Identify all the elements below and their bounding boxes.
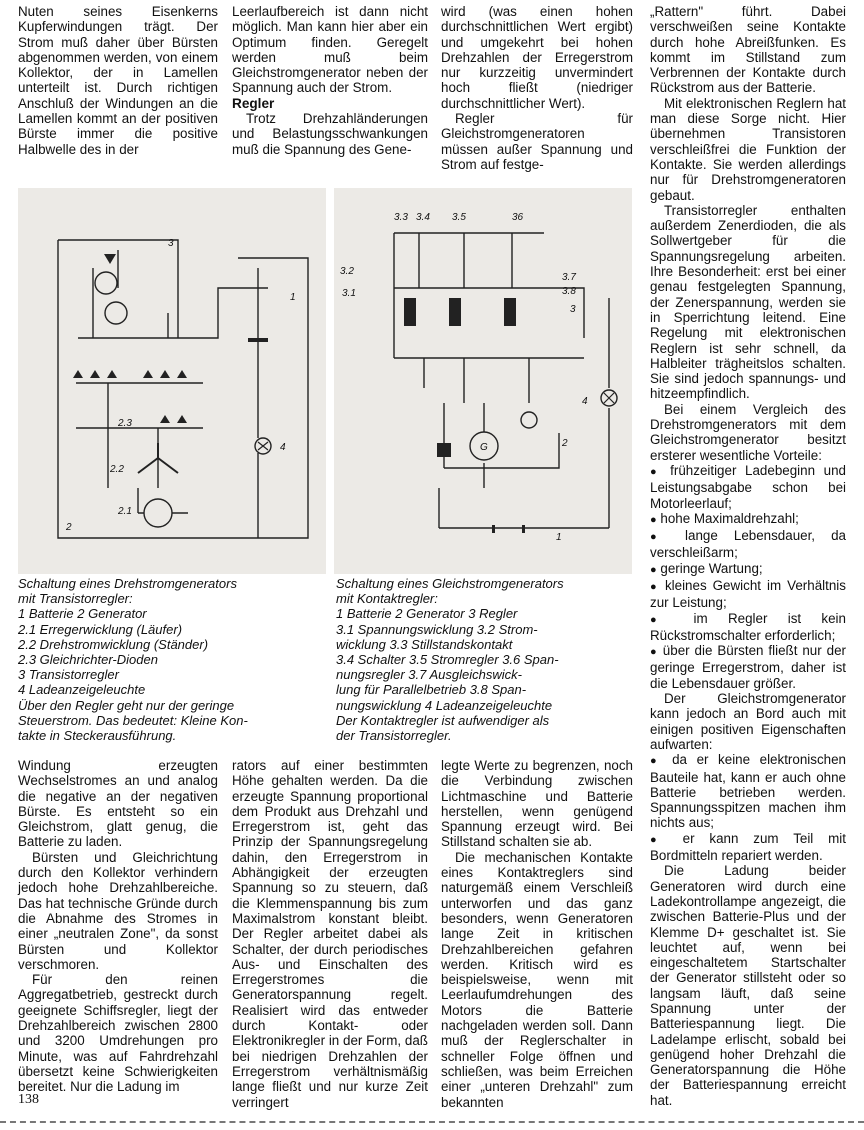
caption-dc-generator — [336, 576, 634, 743]
list-item: ● geringe Wartung; — [650, 560, 763, 576]
caption-line: 3.4 Schalter 3.5 Stromregler 3.6 Span- — [336, 652, 559, 668]
figure-label: 3.1 — [342, 288, 356, 299]
paragraph: Der Gleichstromgenerator kann jedoch an Bord auch mit einigen positiven Eigenschaften aufwarten: — [650, 691, 846, 752]
paragraph: Nuten seines Eisenkerns Kupferwindungen trägt. Der Strom muß daher über Bürsten abgenommen werden, von einem Kollektor, der in Lamellen unterteilt ist. Durch richtigen Anschluß der Windungen an die Lamellen kommt an der positiven Bürste immer die positive Halbwelle des in der — [18, 4, 218, 157]
bullet-icon: ● — [650, 465, 662, 478]
paragraph: rators auf einer bestimmten Höhe gehalten werden. Da die erzeugte Spannung proportional dem Produkt aus Drehzahl und Erregerstrom ist, geht das Prinzip der Spannungsregelung dahin, den Erregerstrom in Abhängigkeit der erzeugten Spannung so zu steuern, daß die Klemmenspannung bis zum Maximalstrom konstant bleibt. Der Regler arbeitet dabei als Schalter, der durch periodisches Aus- und Einschalten des Erregerstromes die Generatorspannung regelt. Realisiert wird das entweder durch Kontakt- oder Elektronikregler in der Form, daß bei niedrigen Drehzahlen der Erregerstrom verhältnismäßig lange fließt und nur kurze Zeit verringert — [232, 758, 428, 1110]
caption-line: mit Kontaktregler: — [336, 591, 438, 607]
figure-label: G — [480, 442, 488, 453]
caption-line: wicklung 3.3 Stillstandskontakt — [336, 636, 513, 652]
list-item: ● frühzeitiger Ladebeginn und Leistungsabgabe schon bei Motorleerlauf; — [650, 462, 846, 511]
paragraph: Bürsten und Gleichrichtung durch den Kollektor verhindern jedoch hohe Drehzahlbereiche. Das hat technische Gründe durch die Abnahme des Stromes in einer „neutralen Zone", da sonst Bürsten und Kollektor verschmoren. — [18, 849, 218, 972]
bottom-column-3 — [441, 758, 633, 1110]
caption-line: lung für Parallelbetrieb 3.8 Span- — [336, 682, 527, 698]
figure-label: 1 — [556, 532, 562, 543]
paragraph: Die mechanischen Kontakte eines Kontaktreglers sind naturgemäß einem Verschleiß unterworfen und das ganz besonders, wenn Generatoren lange Zeit in kritischen Drehzahlbereichen gefahren werden. Kritisch wird es beispielsweise, wenn mit Leerlaufumdrehungen des Motors die Batterie nachgeladen werden soll. Dann muß der Reglerschalter in schneller Folge öffnen und schließen, was beim Erreichen einer „unteren Drehzahl" zum bekannten — [441, 849, 633, 1110]
figure-label: 3.5 — [452, 212, 466, 223]
bullet-icon: ● — [650, 580, 659, 593]
figure-label: 1 — [290, 292, 296, 303]
figure-label: 3.2 — [340, 266, 354, 277]
figure-alternator-circuit — [18, 188, 326, 574]
figure-label: 4 — [280, 442, 286, 453]
paragraph: Bei einem Vergleich des Drehstromgenerators mit dem Gleichstromgenerator besitzt ersterer wesentliche Vorteile: — [650, 401, 846, 463]
advantages-list — [650, 463, 846, 691]
list-item: ● da er keine elektronischen Bauteile hat, kann er auch ohne Batterie betrieben werden. Spannungsspitzen machen ihm nichts aus; — [650, 752, 846, 831]
list-item: ● im Regler ist kein Rückstromschalter erforderlich; — [650, 610, 846, 643]
bullet-icon: ● — [650, 613, 674, 626]
caption-line: 2.3 Gleichrichter-Dioden — [18, 652, 158, 668]
caption-line: 1 Batterie 2 Generator — [18, 606, 147, 622]
list-item: ● lange Lebensdauer, da verschleißarm; — [650, 528, 846, 561]
paragraph: „Rattern" führt. Dabei verschweißen seine Kontakte durch hohe Abreißfunken. Es kommt im Stillstand zum Verbrennen der Kontakte durch Rückstrom aus der Batterie. — [650, 4, 846, 96]
bottom-column-1 — [18, 758, 218, 1095]
figure-label: 2 — [562, 438, 568, 449]
caption-line: Über den Regler geht nur der geringe — [18, 697, 235, 713]
alternator-schematic — [18, 188, 326, 574]
bullet-icon: ● — [650, 833, 668, 846]
top-column-3 — [441, 4, 633, 172]
figure-label: 36 — [512, 212, 524, 223]
caption-line: 4 Ladeanzeigeleuchte — [18, 682, 146, 698]
figure-label: 4 — [582, 396, 588, 407]
caption-line: 3 Transistorregler — [18, 667, 119, 683]
top-column-1 — [18, 4, 218, 157]
paragraph: Die Ladung beider Generatoren wird durch eine Ladekontrollampe angezeigt, die zwischen Batterie-Plus und der Klemme D+ geschaltet ist. Sie leuchtet auf, wenn bei eingeschaltetem Startschalter der Generator stillsteht oder so langsam läuft, daß seine Spannung unter der Batteriespannung liegt. Die Ladelampe erlischt, sobald bei genügend hoher Drehzahl die Generatorspannung die Höhe der Batteriespannung erreicht hat. — [650, 863, 846, 1108]
caption-line: der Transistorregler. — [336, 728, 452, 744]
page-bottom-rule — [0, 1121, 864, 1123]
bullet-icon: ● — [650, 531, 669, 544]
positives-list — [650, 752, 846, 863]
figure-label: 2.2 — [110, 464, 124, 475]
figure-label: 3.7 — [562, 272, 576, 283]
list-item: ● kleines Gewicht im Verhältnis zur Leistung; — [650, 577, 846, 611]
figure-label: 3 — [570, 304, 576, 315]
figure-label: 2 — [66, 522, 72, 533]
list-item: ● über die Bürsten fließt nur der geringe Erregerstrom, daher ist die Lebensdauer größer. — [650, 643, 846, 691]
top-column-2 — [232, 4, 428, 157]
bullet-icon: ● — [650, 755, 663, 768]
paragraph: Windung erzeugten Wechselstromes an und analog die negative an der negativen Bürste. Es entsteht so ein Gleichstrom, glatt genug, die Batterie zu laden. — [18, 758, 218, 850]
caption-line: mit Transistorregler: — [18, 591, 133, 607]
paragraph: Regler für Gleichstromgeneratoren müssen außer Spannung und Strom auf festge- — [441, 111, 633, 172]
figure-label: 2.3 — [118, 418, 132, 429]
figure-label: 3 — [168, 238, 174, 249]
caption-line: Steuerstrom. Das bedeutet: Kleine Kon- — [18, 712, 248, 728]
bullet-icon: ● — [650, 563, 657, 576]
caption-line: nungsregler 3.7 Ausgleichswick- — [336, 667, 522, 683]
caption-line: 2.2 Drehstromwicklung (Ständer) — [18, 636, 209, 652]
figure-dc-generator-circuit — [334, 188, 632, 574]
figure-label: 3.3 — [394, 212, 408, 223]
section-heading: Regler — [232, 95, 275, 111]
figure-label: 2.1 — [118, 506, 132, 517]
paragraph: Transistorregler enthalten außerdem Zenerdioden, die als Sollwertgeber für die Spannungsregelung arbeiten. Ihre Besonderheit: erst bei einer genau festgelegten Spannung, der Zenerspannung, werden sie in Sperrichtung leitend. Eine Regelung mit elektronischen Reglern ist sehr schnell, da Halbleiter trägheitslos schalten. Sie sind jedoch spannungs- und hitzeempfindlich. — [650, 202, 846, 402]
right-column — [650, 4, 846, 1108]
caption-alternator — [18, 576, 326, 743]
paragraph: wird (was einen hohen durchschnittlichen Wert ergibt) und umgekehrt bei hohen Drehzahlen der Erregerstrom nur kurzzeitig unvermindert hoch fließt (niedriger durchschnittlicher Wert). — [441, 4, 633, 111]
page-number: 138 — [18, 1092, 39, 1107]
list-item: ● er kann zum Teil mit Bordmitteln repariert werden. — [650, 830, 846, 864]
figure-label: 3.8 — [562, 286, 576, 297]
dc-generator-schematic — [334, 188, 632, 574]
figure-label: 3.4 — [416, 212, 430, 223]
bullet-icon: ● — [650, 513, 657, 526]
caption-line: 3.1 Spannungswicklung 3.2 Strom- — [336, 621, 538, 637]
caption-line: takte in Steckerausführung. — [18, 728, 177, 744]
bottom-column-2 — [232, 758, 428, 1110]
paragraph: Für den reinen Aggregatbetrieb, gestreckt durch geeignete Schiffsregler, liegt der Drehzahlbereich zwischen 2800 und 3200 Umdrehungen pro Minute, was auf Fahrdrehzahl übersetzt keine Schwierigkeiten bereitet. Nur die Ladung im — [18, 972, 218, 1095]
paragraph: Mit elektronischen Reglern hat man diese Sorge nicht. Hier übernehmen Transistoren verschleißfrei die Funktion der Kontakte. Sie werden allerdings nur für Drehstromgeneratoren gebaut. — [650, 95, 846, 203]
bullet-icon: ● — [650, 646, 658, 659]
caption-line: nungswicklung 4 Ladeanzeigeleuchte — [336, 697, 553, 713]
paragraph: Trotz Drehzahländerungen und Belastungsschwankungen muß die Spannung des Gene- — [232, 111, 428, 157]
caption-line: 2.1 Erregerwicklung (Läufer) — [18, 621, 183, 637]
paragraph: legte Werte zu begrenzen, noch die Verbindung zwischen Lichtmaschine und Batterie herstellen, wenn genügend Spannung erzeugt wird. Bei Stillstand schalten sie ab. — [441, 758, 633, 850]
caption-line: 1 Batterie 2 Generator 3 Regler — [336, 606, 518, 622]
caption-line: Der Kontaktregler ist aufwendiger als — [336, 712, 550, 728]
caption-line: Schaltung eines Drehstromgenerators — [18, 576, 237, 591]
list-item: ● hohe Maximaldrehzahl; — [650, 510, 799, 526]
caption-line: Schaltung eines Gleichstromgenerators — [336, 576, 564, 591]
paragraph: Leerlaufbereich ist dann nicht möglich. Man kann hier aber ein Optimum finden. Geregelt werden muß beim Gleichstromgenerator neben der Spannung auch der Strom. — [232, 4, 428, 96]
